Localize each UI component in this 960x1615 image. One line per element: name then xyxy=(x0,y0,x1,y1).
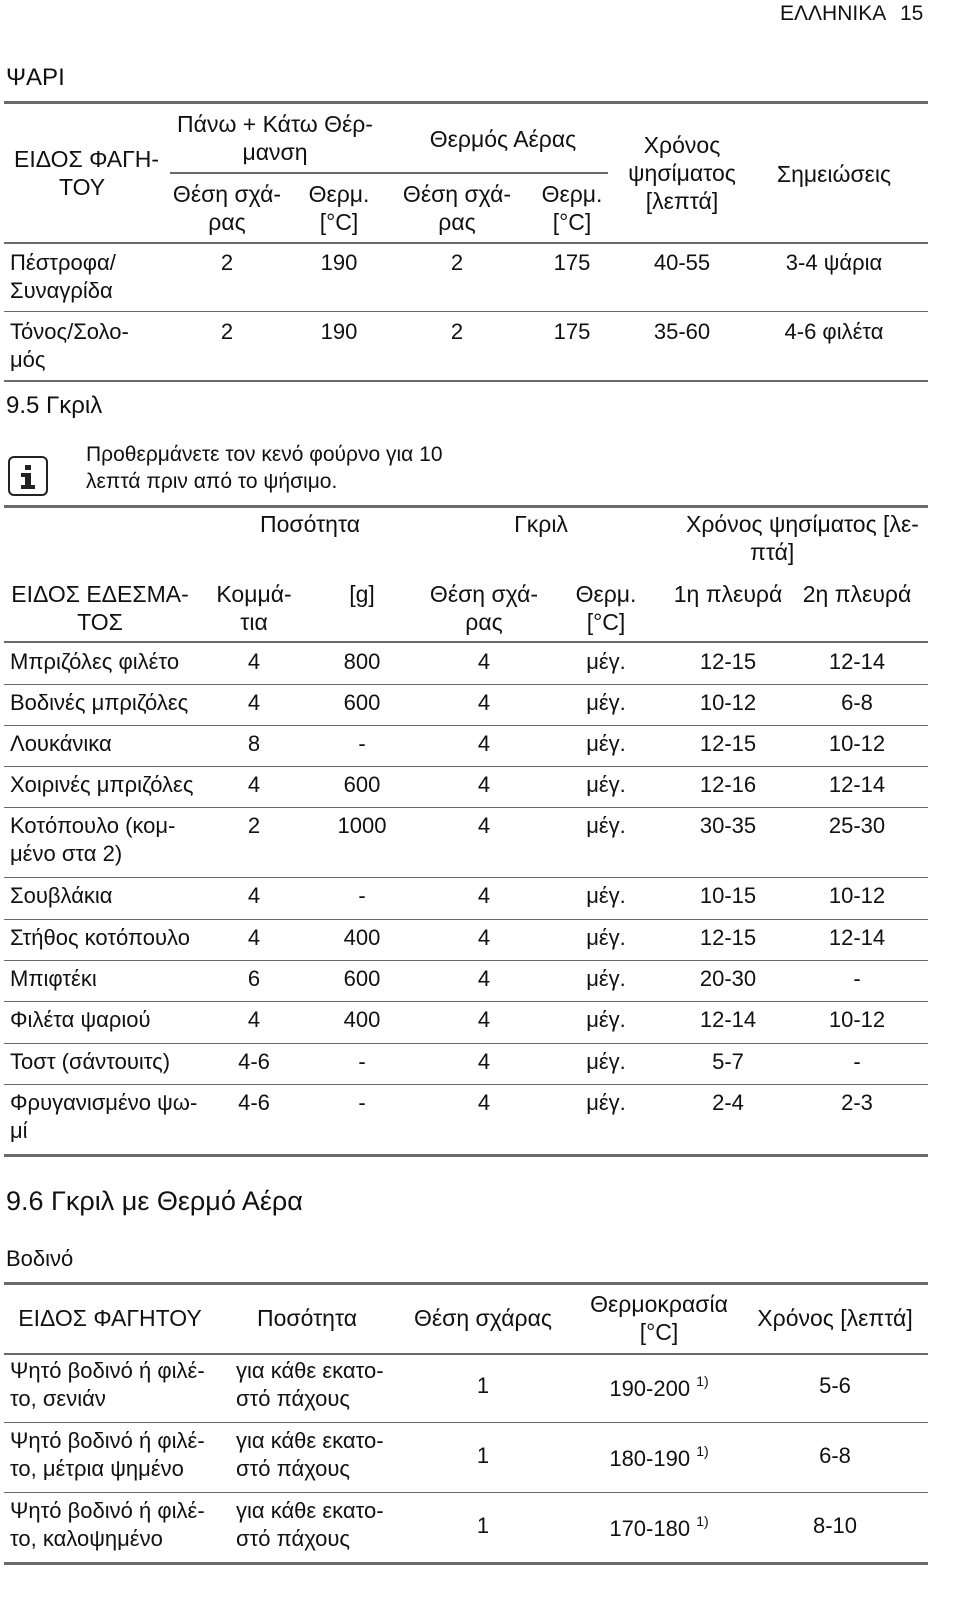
header-food-type: ΕΙΔΟΣ ΦΑΓΗ- ΤΟΥ xyxy=(14,146,160,200)
grill-cell-side2: 12-14 xyxy=(828,772,886,797)
grill-cell-side2: 10-12 xyxy=(828,883,886,908)
grill-cell-shelf: 4 xyxy=(477,966,491,991)
fan-row-name: Ψητό βοδινό ή φιλέ- το, καλοψημένο xyxy=(10,1498,205,1551)
grill-cell-temp: μέγ. xyxy=(586,1090,626,1115)
grill-cell-side1: 12-16 xyxy=(699,772,757,797)
grill-cell-grams: 800 xyxy=(343,649,381,674)
header-side1: 1η πλευρά xyxy=(673,581,783,607)
grill-cell-pieces: 6 xyxy=(247,966,261,991)
grill-cell-shelf: 4 xyxy=(477,772,491,797)
row-divider xyxy=(4,725,928,726)
grill-cell-grams: 400 xyxy=(343,925,381,950)
header-shelf: Θέση σχάρας xyxy=(414,1305,552,1331)
fish-cell: 175 xyxy=(553,319,591,344)
grill-cell-pieces: 4 xyxy=(247,1007,261,1032)
header-grill: Γκριλ xyxy=(514,511,568,537)
grill-cell-pieces: 4 xyxy=(247,649,261,674)
row-divider xyxy=(4,1043,928,1044)
grill-cell-side2: 2-3 xyxy=(841,1090,873,1115)
row-divider xyxy=(4,1001,928,1002)
header-quantity: Ποσότητα xyxy=(260,511,360,537)
grill-cell-temp: μέγ. xyxy=(586,883,626,908)
grill-cell-side1: 12-15 xyxy=(699,925,757,950)
table-top-rule xyxy=(4,1282,928,1285)
header-time: Χρόνος [λεπτά] xyxy=(757,1305,913,1331)
grill-cell-side2: - xyxy=(853,966,861,991)
grill-row-name: Φρυγανισμένο ψω- μί xyxy=(10,1090,198,1143)
header-tb-shelf: Θέση σχά- ρας xyxy=(172,181,282,235)
header-bottom-rule xyxy=(4,242,928,244)
grill-cell-side1: 12-14 xyxy=(699,1007,757,1032)
grill-cell-pieces: 2 xyxy=(247,813,261,838)
grill-cell-side1: 10-12 xyxy=(699,690,757,715)
row-divider xyxy=(4,684,928,685)
fish-cell: 2 xyxy=(220,319,234,344)
fan-cell-temperature: 170-180 $^{1)}$ xyxy=(609,1513,709,1541)
grill-cell-side2: - xyxy=(853,1049,861,1074)
grill-cell-temp: μέγ. xyxy=(586,649,626,674)
fan-cell-shelf: 1 xyxy=(476,1443,490,1468)
grill-cell-temp: μέγ. xyxy=(586,813,626,838)
grill-cell-shelf: 4 xyxy=(477,813,491,838)
fan-row-name: Ψητό βοδινό ή φιλέ- το, σενιάν xyxy=(10,1358,205,1411)
grill-cell-shelf: 4 xyxy=(477,1007,491,1032)
grill-row-name: Μπριζόλες φιλέτο xyxy=(10,649,180,674)
grill-cell-grams: 1000 xyxy=(337,813,387,838)
header-cook-time: Χρόνος ψησίματος [λε- πτά] xyxy=(686,511,919,565)
grill-cell-side2: 10-12 xyxy=(828,1007,886,1032)
fan-cell-temperature: 190-200 $^{1)}$ xyxy=(609,1373,709,1401)
grill-cell-side2: 12-14 xyxy=(828,925,886,950)
header-side2: 2η πλευρά xyxy=(802,581,912,607)
grill-cell-grams: 600 xyxy=(343,690,381,715)
fish-cell: 3-4 ψάρια xyxy=(785,250,883,275)
fish-cell: 190 xyxy=(320,319,358,344)
grill-row-name: Μπιφτέκι xyxy=(10,966,97,991)
page-language: ΕΛΛΗΝΙΚΑ xyxy=(780,2,887,25)
grill-row-name: Σουβλάκια xyxy=(10,883,113,908)
grill-row-name: Τοστ (σάντουιτς) xyxy=(10,1049,171,1074)
grill-section-title: 9.5 Γκριλ xyxy=(6,392,103,419)
grill-cell-side2: 6-8 xyxy=(841,690,873,715)
fan-row-name: Ψητό βοδινό ή φιλέ- το, μέτρια ψημένο xyxy=(10,1428,205,1481)
fan-cell-shelf: 1 xyxy=(476,1513,490,1538)
table-top-rule xyxy=(4,505,928,508)
header-grams: [g] xyxy=(349,581,375,607)
grill-cell-side2: 12-14 xyxy=(828,649,886,674)
grill-row-name: Στήθος κοτόπουλο xyxy=(10,925,190,950)
row-divider xyxy=(4,1084,928,1085)
grill-cell-temp: μέγ. xyxy=(586,1007,626,1032)
grill-row-name: Κοτόπουλο (κομ- μένο στα 2) xyxy=(10,813,176,866)
fish-cell: 2 xyxy=(450,319,464,344)
grill-cell-pieces: 4-6 xyxy=(238,1090,270,1115)
grill-cell-side2: 25-30 xyxy=(828,813,886,838)
grill-cell-side1: 10-15 xyxy=(699,883,757,908)
row-divider xyxy=(4,311,928,312)
fish-cell: 2 xyxy=(220,250,234,275)
fish-cell: 2 xyxy=(450,250,464,275)
fish-row-name: Τόνος/Σολο- μός xyxy=(10,319,129,372)
fish-cell: 35-60 xyxy=(653,319,711,344)
grill-row-name: Λουκάνικα xyxy=(10,731,112,756)
grill-cell-side1: 30-35 xyxy=(699,813,757,838)
fan-cell-time: 8-10 xyxy=(812,1513,858,1538)
grill-cell-pieces: 4-6 xyxy=(238,1049,270,1074)
grill-cell-side2: 10-12 xyxy=(828,731,886,756)
grill-cell-pieces: 4 xyxy=(247,925,261,950)
grill-cell-side1: 2-4 xyxy=(712,1090,744,1115)
grill-cell-pieces: 4 xyxy=(247,883,261,908)
grill-row-name: Χοιρινές μπριζόλες xyxy=(10,772,194,797)
header-temp: Θερμ. [°C] xyxy=(575,581,637,635)
grill-row-name: Φιλέτα ψαριού xyxy=(10,1007,151,1032)
grill-cell-pieces: 4 xyxy=(247,690,261,715)
grill-cell-side1: 12-15 xyxy=(699,731,757,756)
fish-cell: 175 xyxy=(553,250,591,275)
grill-cell-shelf: 4 xyxy=(477,1090,491,1115)
grill-cell-temp: μέγ. xyxy=(586,772,626,797)
header-ha-temp: Θερμ. [°C] xyxy=(541,181,603,235)
grill-cell-shelf: 4 xyxy=(477,690,491,715)
grill-cell-side1: 12-15 xyxy=(699,649,757,674)
header-ha-shelf: Θέση σχά- ρας xyxy=(402,181,512,235)
fish-row-name: Πέστροφα/ Συναγρίδα xyxy=(10,250,116,303)
header-temperature: Θερμοκρασία [°C] xyxy=(590,1291,728,1345)
footnote-marker: 1) xyxy=(696,1373,709,1389)
header-notes: Σημειώσεις xyxy=(776,161,892,187)
header-bottom-rule xyxy=(4,1353,928,1355)
grill-cell-shelf: 4 xyxy=(477,1049,491,1074)
row-divider xyxy=(4,919,928,920)
page-number: 15 xyxy=(900,2,924,25)
table-bottom-rule xyxy=(4,1154,928,1157)
grill-cell-shelf: 4 xyxy=(477,731,491,756)
grill-cell-grams: 600 xyxy=(343,772,381,797)
fan-cell-shelf: 1 xyxy=(476,1373,490,1398)
fish-section-title: ΨΑΡΙ xyxy=(6,64,65,91)
grill-row-name: Βοδινές μπριζόλες xyxy=(10,690,189,715)
fan-row-quantity: για κάθε εκατο- στό πάχους xyxy=(236,1498,384,1551)
grill-cell-temp: μέγ. xyxy=(586,1049,626,1074)
row-divider xyxy=(4,1492,928,1493)
header-shelf: Θέση σχά- ρας xyxy=(429,581,539,635)
fish-cell: 40-55 xyxy=(653,250,711,275)
fan-cell-time: 6-8 xyxy=(819,1443,851,1468)
fan-grill-section-title: 9.6 Γκριλ με Θερμό Αέρα xyxy=(6,1186,303,1216)
row-divider xyxy=(4,766,928,767)
grill-cell-grams: - xyxy=(358,1090,366,1115)
row-divider xyxy=(4,1422,928,1423)
fan-grill-subtitle: Βοδινό xyxy=(6,1246,74,1271)
table-top-rule xyxy=(4,101,928,104)
grill-cell-grams: - xyxy=(358,1049,366,1074)
header-group-rule xyxy=(170,172,608,174)
info-note: Προθερμάνετε τον κενό φούρνο για 10 λεπτά πριν από το ψήσιμο. xyxy=(86,443,443,493)
header-tb-temp: Θερμ. [°C] xyxy=(308,181,370,235)
fan-row-quantity: για κάθε εκατο- στό πάχους xyxy=(236,1428,384,1481)
header-quantity: Ποσότητα xyxy=(257,1305,357,1331)
table-bottom-rule xyxy=(4,1562,928,1565)
grill-cell-side1: 20-30 xyxy=(699,966,757,991)
table-bottom-rule xyxy=(4,380,928,382)
fish-cell: 190 xyxy=(320,250,358,275)
grill-cell-grams: - xyxy=(358,883,366,908)
row-divider xyxy=(4,877,928,878)
header-hot-air: Θερμός Αέρας xyxy=(429,126,577,152)
fan-cell-time: 5-6 xyxy=(819,1373,851,1398)
header-food-type: ΕΙΔΟΣ ΦΑΓΗΤΟΥ xyxy=(18,1305,202,1331)
header-top-bottom-heat: Πάνω + Κάτω Θέρ- μανση xyxy=(177,111,373,165)
header-food-type: ΕΙΔΟΣ ΕΔΕΣΜΑ- ΤΟΣ xyxy=(11,581,189,635)
grill-cell-grams: 600 xyxy=(343,966,381,991)
grill-cell-grams: - xyxy=(358,731,366,756)
fan-cell-temperature: 180-190 $^{1)}$ xyxy=(609,1443,709,1471)
grill-cell-temp: μέγ. xyxy=(586,690,626,715)
row-divider xyxy=(4,960,928,961)
header-time: Χρόνος ψησίματος [λεπτά] xyxy=(628,132,736,214)
grill-cell-pieces: 4 xyxy=(247,772,261,797)
footnote-marker: 1) xyxy=(696,1443,709,1459)
grill-cell-shelf: 4 xyxy=(477,883,491,908)
grill-cell-temp: μέγ. xyxy=(586,731,626,756)
header-pieces: Κομμά- τια xyxy=(216,581,292,635)
grill-cell-grams: 400 xyxy=(343,1007,381,1032)
info-icon xyxy=(8,456,48,496)
grill-cell-temp: μέγ. xyxy=(586,966,626,991)
grill-cell-temp: μέγ. xyxy=(586,925,626,950)
footnote-marker: 1) xyxy=(696,1513,709,1529)
grill-cell-shelf: 4 xyxy=(477,649,491,674)
grill-cell-side1: 5-7 xyxy=(712,1049,744,1074)
grill-cell-shelf: 4 xyxy=(477,925,491,950)
fan-row-quantity: για κάθε εκατο- στό πάχους xyxy=(236,1358,384,1411)
fish-cell: 4-6 φιλέτα xyxy=(784,319,884,344)
header-bottom-rule xyxy=(4,641,928,643)
grill-cell-pieces: 8 xyxy=(247,731,261,756)
row-divider xyxy=(4,807,928,808)
